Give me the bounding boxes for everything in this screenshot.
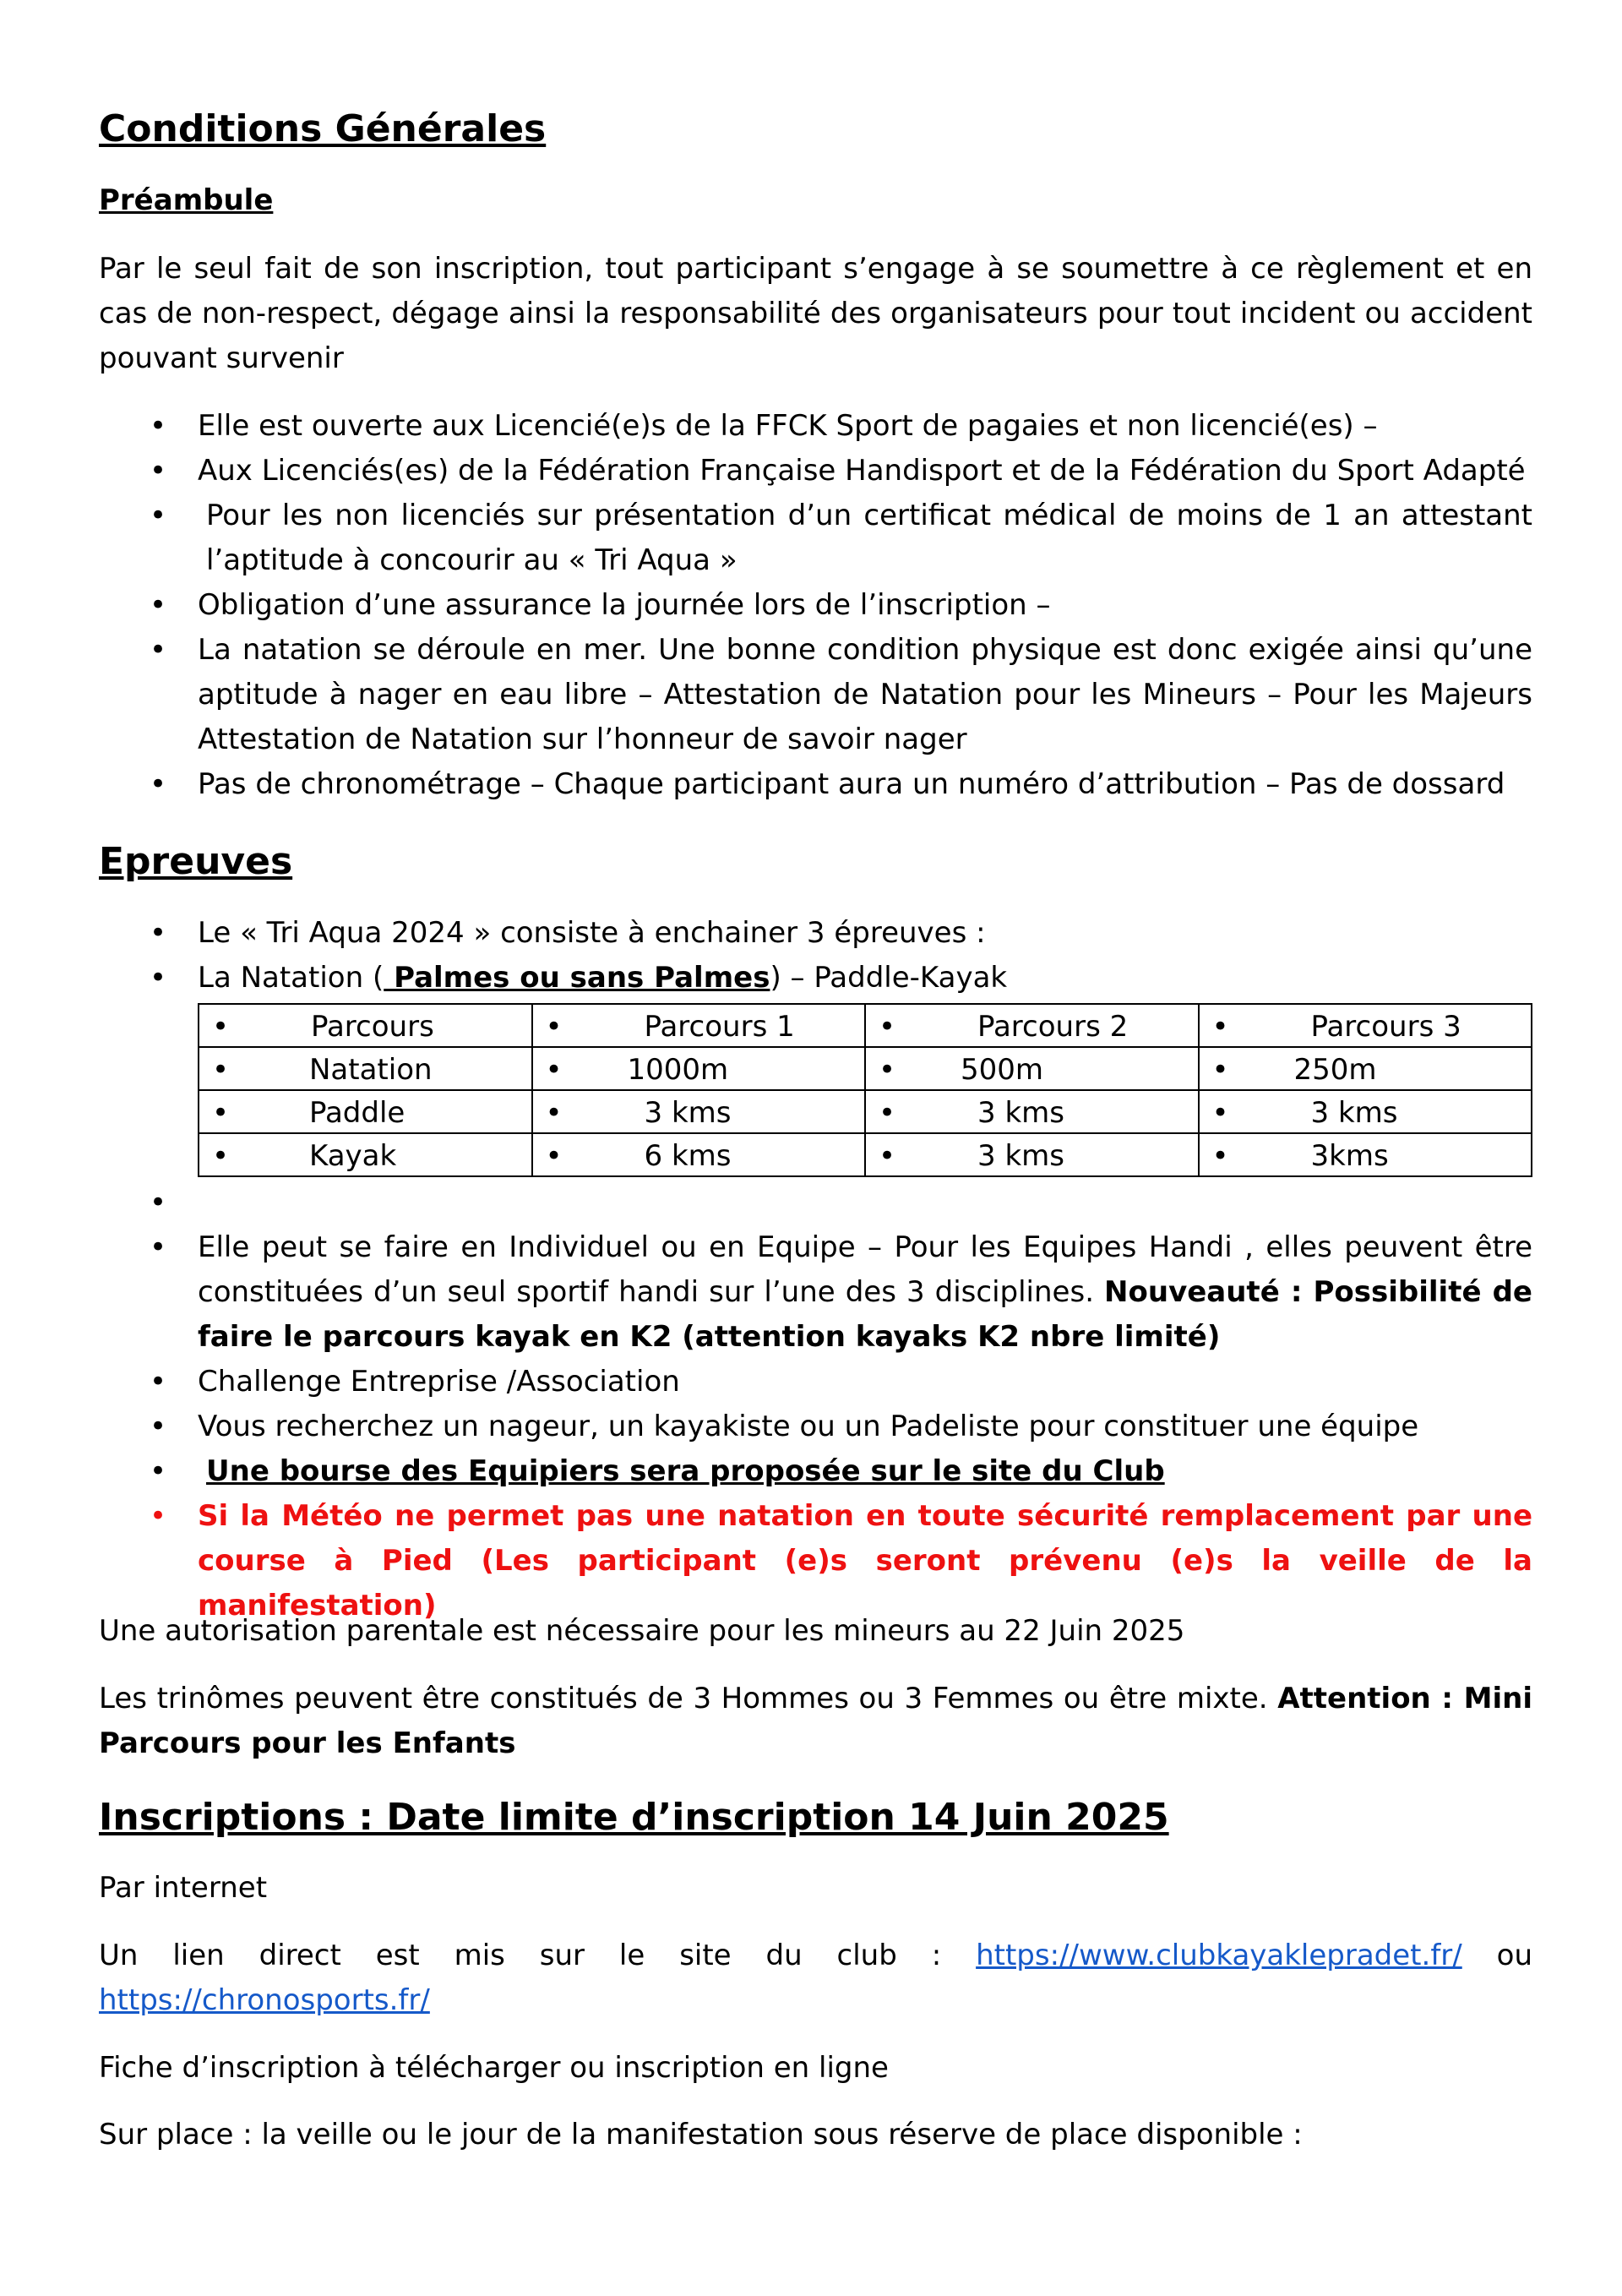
cell-text: 3 kms [644,1096,732,1130]
preamble-heading: Préambule [99,183,274,217]
table-cell [199,1047,532,1090]
preamble-text: Par le seul fait de son inscription, tout participant s’engage à se soumettre à ce règlement et en cas de non-respect, dégage ainsi la responsabilité des organisateurs pour tout incident ou accident pouvant survenir [99,252,1532,375]
cell-text: 6 kms [644,1139,732,1173]
table-cell [865,1133,1199,1176]
table-cell [865,1090,1199,1133]
bullet-icon: • [150,1230,167,1264]
bullet-icon: • [150,1365,167,1399]
bullet-icon: • [150,588,167,622]
bullet-icon: • [212,1139,230,1173]
cell-text: Parcours [311,1010,434,1044]
table-cell [1199,1004,1532,1047]
cell-text: Parcours 3 [1310,1010,1461,1044]
page-title: Conditions Générales [99,107,547,150]
table-row [199,1090,1532,1133]
mini-parcours-notice: Attention : Mini Parcours pour les Enfants [99,1682,1532,1760]
bullet-icon: • [545,1010,563,1044]
list-item: • Vous recherchez un nageur, un kayakiste ou un Padeliste pour constituer une équipe [99,1404,1532,1449]
bullet-icon: • [1211,1139,1229,1173]
bullet-icon: • [879,1010,896,1044]
bullet-icon: • [879,1096,896,1130]
table-cell [199,1133,532,1176]
bullet-icon: • [150,499,167,532]
bullet-icon: • [150,1186,167,1219]
bullet-icon: • [150,961,167,995]
cell-text: 3 kms [977,1096,1064,1130]
link-paragraph: Un lien direct est mis sur le site du club : https://www.clubkayaklepradet.fr/ ou https://chronosports.fr/ [99,1939,1532,2017]
bullet-icon: • [150,1499,167,1533]
list-item: • Challenge Entreprise /Association [99,1360,1532,1404]
bullet-icon: • [545,1053,563,1087]
table-row [199,1047,1532,1090]
table-row [199,1133,1532,1176]
table-cell [1199,1047,1532,1090]
table-cell [199,1090,532,1133]
cell-text: 250m [1293,1053,1377,1087]
table-cell [532,1004,866,1047]
table-cell [532,1047,866,1090]
bullet-icon: • [150,1410,167,1443]
list-item: • Elle est ouverte aux Licencié(e)s de la FFCK Sport de pagaies et non licencié(es) – [99,404,1532,449]
meteo-warning: Si la Météo ne permet pas une natation en toute sécurité remplacement par une course à Pied (Les participant (e)s seront prévenu (e)s la veille de la manifestation) [198,1499,1532,1622]
internet-text: Par internet [99,1871,268,1905]
parental-text: Une autorisation parentale est nécessaire pour les mineurs au 22 Juin 2025 [99,1614,1185,1648]
cell-text: Parcours 2 [977,1010,1129,1044]
cell-text: Natation [309,1053,433,1087]
bullet-icon: • [545,1096,563,1130]
table-cell [199,1004,532,1047]
table-cell [532,1090,866,1133]
list-item: • Pas de chronométrage – Chaque participant aura un numéro d’attribution – Pas de dossard [99,762,1532,807]
table-cell [865,1047,1199,1090]
bourse-notice: Une bourse des Equipiers sera proposée sur le site du Club [206,1454,1165,1488]
bullet-icon: • [879,1139,896,1173]
bullet-icon: • [545,1139,563,1173]
table-cell [865,1004,1199,1047]
table-row [199,1004,1532,1047]
bullet-icon: • [212,1010,230,1044]
palmes-label: Palmes ou sans Palmes [384,961,770,995]
cell-text: 3 kms [1310,1096,1398,1130]
fiche-text: Fiche d’inscription à télécharger ou inscription en ligne [99,2051,889,2085]
bullet-icon: • [879,1053,896,1087]
cell-text: 500m [961,1053,1044,1087]
bullet-icon: • [1211,1096,1229,1130]
k2-notice: Nouveauté : Possibilité de faire le parcours kayak en K2 (attention kayaks K2 nbre limité) [198,1275,1532,1354]
table-cell [532,1133,866,1176]
list-item: • Le « Tri Aqua 2024 » consiste à enchainer 3 épreuves : [99,911,1532,956]
epreuves-heading: Epreuves [99,840,293,883]
cell-text: Parcours 1 [644,1010,795,1044]
cell-text: 3kms [1310,1139,1389,1173]
cell-text: 3 kms [977,1139,1064,1173]
bullet-icon: • [150,767,167,801]
inscriptions-heading: Inscriptions : Date limite d’inscription 14 Juin 2025 [99,1796,1169,1839]
list-item: • Pour les non licenciés sur présentation d’un certificat médical de moins de 1 an attestant l’aptitude à concourir au « Tri Aqua » [99,494,1532,583]
bullet-icon: • [150,1454,167,1488]
club-site-link[interactable]: https://www.clubkayaklepradet.fr/ [976,1939,1462,1972]
list-item: • La natation se déroule en mer. Une bonne condition physique est donc exigée ainsi qu’une aptitude à nager en eau libre – Attestation de Natation pour les Mineurs – Pour les Majeurs Attestation de Natation sur l’honneur de savoir nager [99,628,1532,762]
chronosports-link[interactable]: https://chronosports.fr/ [99,1983,430,2017]
cell-text: 1000m [627,1053,729,1087]
bullet-icon: • [150,409,167,443]
cell-text: Paddle [309,1096,406,1130]
epreuves-intro-list [99,911,1532,1001]
table-cell [1199,1090,1532,1133]
bullet-icon: • [150,633,167,667]
parcours-table [198,1003,1532,1177]
bullet-icon: • [150,916,167,950]
list-item [99,1181,1532,1225]
epreuves-list [99,1181,1532,1628]
conditions-list [99,404,1532,807]
bullet-icon: • [150,454,167,488]
list-item [99,1449,1532,1494]
list-item: • Aux Licenciés(es) de la Fédération Française Handisport et de la Fédération du Sport Adapté [99,449,1532,494]
bullet-icon: • [212,1053,230,1087]
bullet-icon: • [212,1096,230,1130]
table-cell [1199,1133,1532,1176]
list-item: • La Natation ( Palmes ou sans Palmes) – Paddle-Kayak [99,956,1532,1001]
list-item: • Obligation d’une assurance la journée lors de l’inscription – [99,583,1532,628]
bullet-icon: • [1211,1010,1229,1044]
trinomes-text: Les trinômes peuvent être constitués de 3 Hommes ou 3 Femmes ou être mixte. Attention : Mini Parcours pour les Enfants [99,1682,1532,1760]
bullet-icon: • [1211,1053,1229,1087]
cell-text: Kayak [309,1139,397,1173]
surplace-text: Sur place : la veille ou le jour de la manifestation sous réserve de place disponible : [99,2118,1303,2151]
list-item: • Elle peut se faire en Individuel ou en Equipe – Pour les Equipes Handi , elles peuvent être constituées d’un seul sportif handi sur l’une des 3 disciplines. Nouveauté : Possibilité de faire le parcours kayak en K2 (attention kayaks K2 nbre limité) [99,1225,1532,1360]
